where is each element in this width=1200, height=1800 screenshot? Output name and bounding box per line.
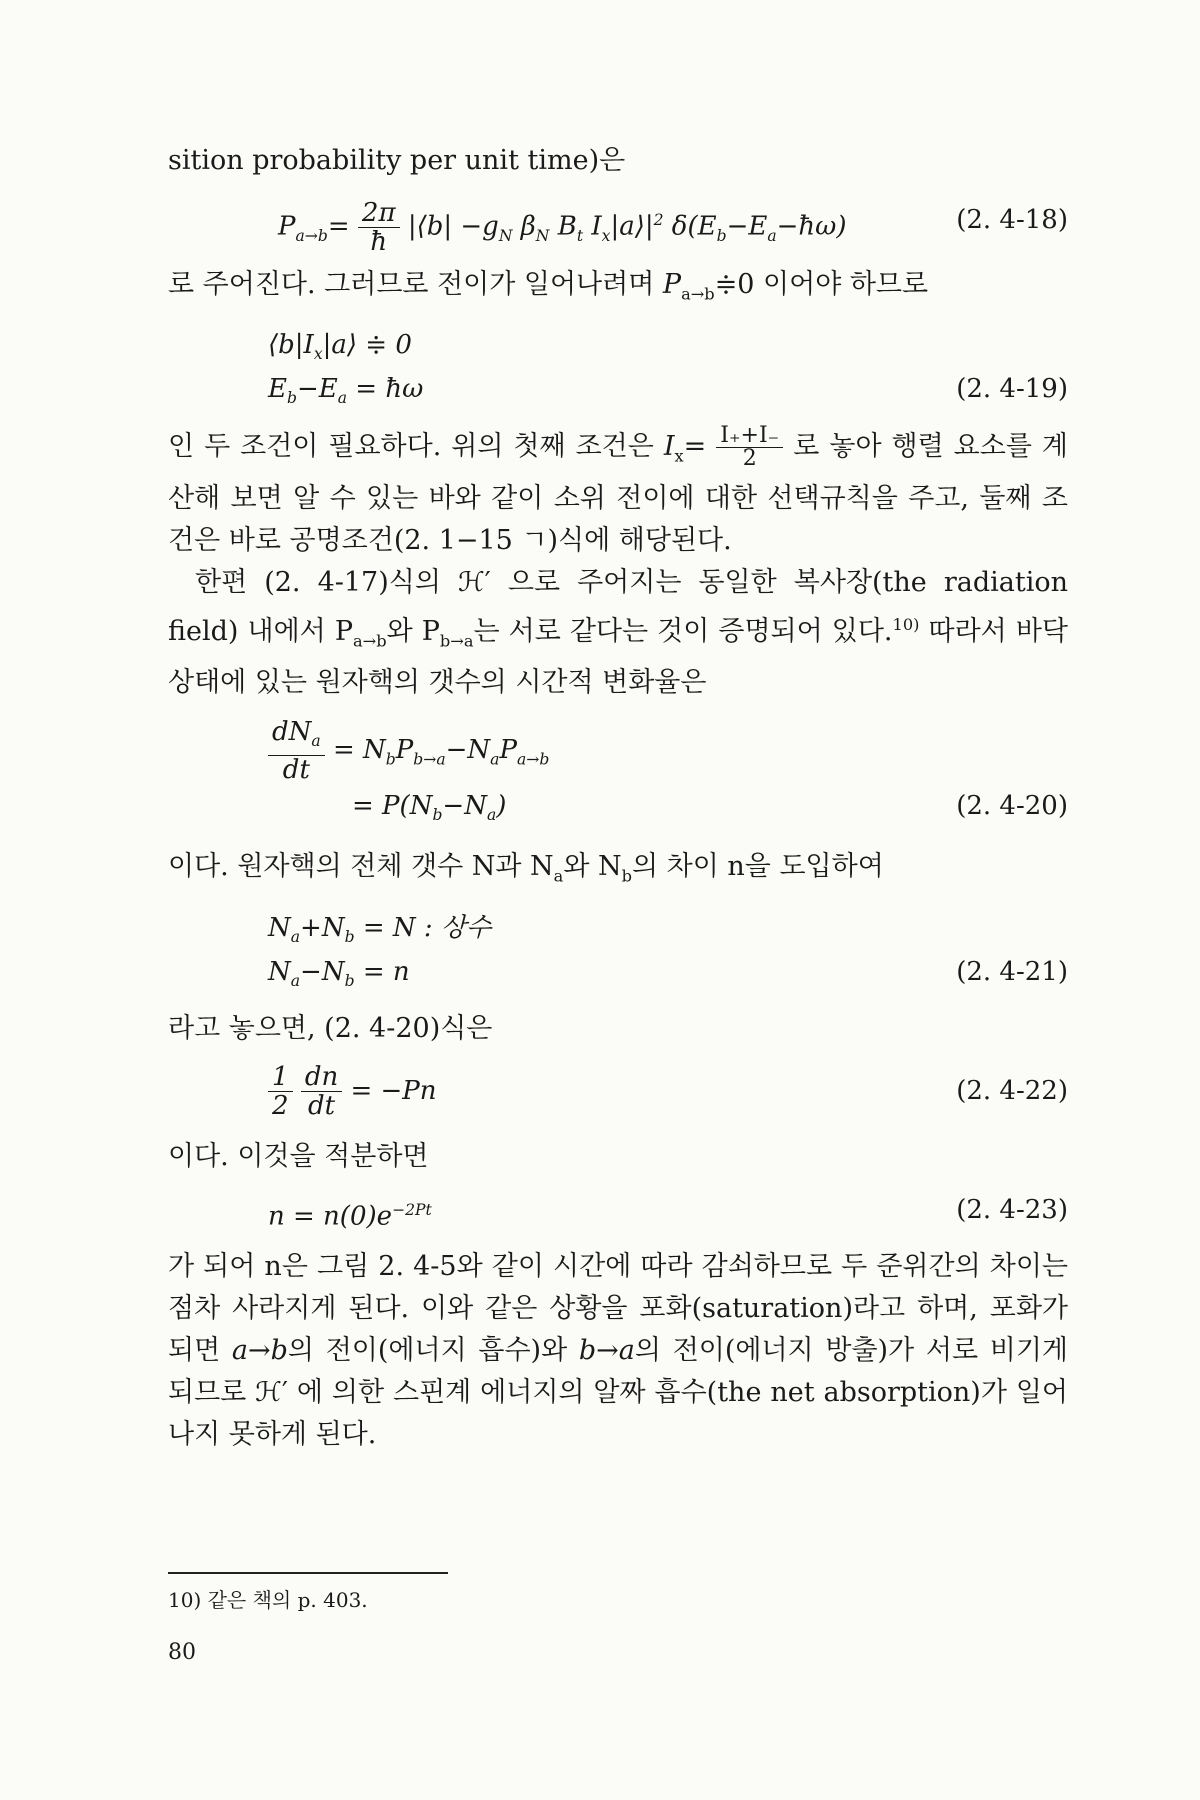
body-text xyxy=(168,140,1068,1456)
equation-number: (2. 4-23) xyxy=(956,1194,1068,1225)
equation-number: (2. 4-19) xyxy=(956,374,1068,405)
equation-2-4-19b: $E_b-E_a$ = ħω (2. 4-19) xyxy=(168,367,1068,411)
paragraph-7: 이다. 이것을 적분하면 xyxy=(168,1140,429,1172)
equation-number: (2. 4-21) xyxy=(956,956,1068,987)
paragraph-3: 인 두 조건이 필요하다. 위의 첫째 조건은 $I_x=$ $\frac{I_++I_-}{2}$ 로 놓아 행렬 요소를 계산해 보면 알 수 있는 바와 같이 소위 전이에 대한 선택규칙을 주고, 둘째 조건은 바로 공명조건(2. 1−15 ㄱ)식에 해당된다. xyxy=(168,423,1068,556)
paragraph-5: 이다. 원자핵의 전체 갯수 N과 $N_a$와 $N_b$의 차이 n을 도입하여 xyxy=(168,851,884,886)
paragraph-6: 라고 놓으면, (2. 4-20)식은 xyxy=(168,1012,493,1044)
equation-2-4-23: $n = n(0)e^{-2Pt}$ (2. 4-23) xyxy=(168,1188,1068,1232)
fraction: $\frac{2\pi}{ħ}$ xyxy=(358,199,400,256)
equation-number: (2. 4-18) xyxy=(956,205,1068,235)
equation-2-4-22: $\frac{1}{2}$ $\frac{dn}{dt}$ = −Pn (2. 4-22) xyxy=(168,1060,1068,1122)
footnote-rule xyxy=(168,1572,448,1574)
paragraph-2: 로 주어진다. 그러므로 전이가 일어나려며 $P_{a\to b}≑0$ 이어야 하므로 xyxy=(168,269,929,304)
equation-2-4-20b: = $P(N_b-N_a)$ (2. 4-20) xyxy=(168,784,1068,828)
footnote-ref: 10) xyxy=(892,614,920,634)
equation-2-4-19a: $⟨b|I_x|a⟩$ ≑ 0 xyxy=(268,330,412,364)
fraction: $\frac{I_++I_-}{2}$ xyxy=(716,425,783,470)
fraction: $\frac{dn}{dt}$ xyxy=(301,1063,342,1120)
equation-2-4-20a: $\frac{dN_a}{dt}$ = $N_bP_{b\to a}-N_aP_{a\to b}$ xyxy=(168,718,1068,780)
fraction: $\frac{dN_a}{dt}$ xyxy=(268,718,325,784)
equation-2-4-21b: $N_a-N_b = n$ (2. 4-21) xyxy=(168,950,1068,994)
fraction: $\frac{1}{2}$ xyxy=(268,1063,293,1120)
paragraph-4: 한편 (2. 4-17)식의 ℋ′ 으로 주어지는 동일한 복사장(the radiation field) 내에서 $P_{a\to b}$와 $P_{b\to a}$는 서로 같다는 것이 증명되어 있다.$^{10)}$ 따라서 바닥상태에 있는 원자핵의 갯수의 시간적 변화율은 xyxy=(168,566,1068,699)
equation-number: (2. 4-20) xyxy=(956,791,1068,822)
equation-2-4-18: $P_{a\to b}=$ $\frac{2\pi}{ħ}$ |⟨b| $-g_N$ $\beta_N$ $B_t$ $I_x|a⟩|^2$ $\delta(E_b-E_a-ħ\omega)$ (2. 4-18) xyxy=(278,198,1068,258)
paragraph-1: sition probability per unit time)은 xyxy=(168,145,626,176)
paragraph-8: 가 되어 n은 그림 2. 4-5와 같이 시간에 따라 감쇠하므로 두 준위간의 차이는 점차 사라지게 된다. 이와 같은 상황을 포화(saturation)라고 하며, 포화가 되면 a→b의 전이(에너지 흡수)와 b→a의 전이(에너지 방출)가 서로 비기게 되므로 ℋ′ 에 의한 스핀계 에너지의 알짜 흡수(the net absorption)가 일어나지 못하게 된다. xyxy=(168,1250,1068,1450)
page-number: 80 xyxy=(168,1640,196,1665)
equation-2-4-21a: $N_a+N_b = N$ : 상수 xyxy=(268,912,492,946)
footnote: 10) 같은 책의 p. 403. xyxy=(168,1588,368,1612)
equation-number: (2. 4-22) xyxy=(956,1075,1068,1106)
